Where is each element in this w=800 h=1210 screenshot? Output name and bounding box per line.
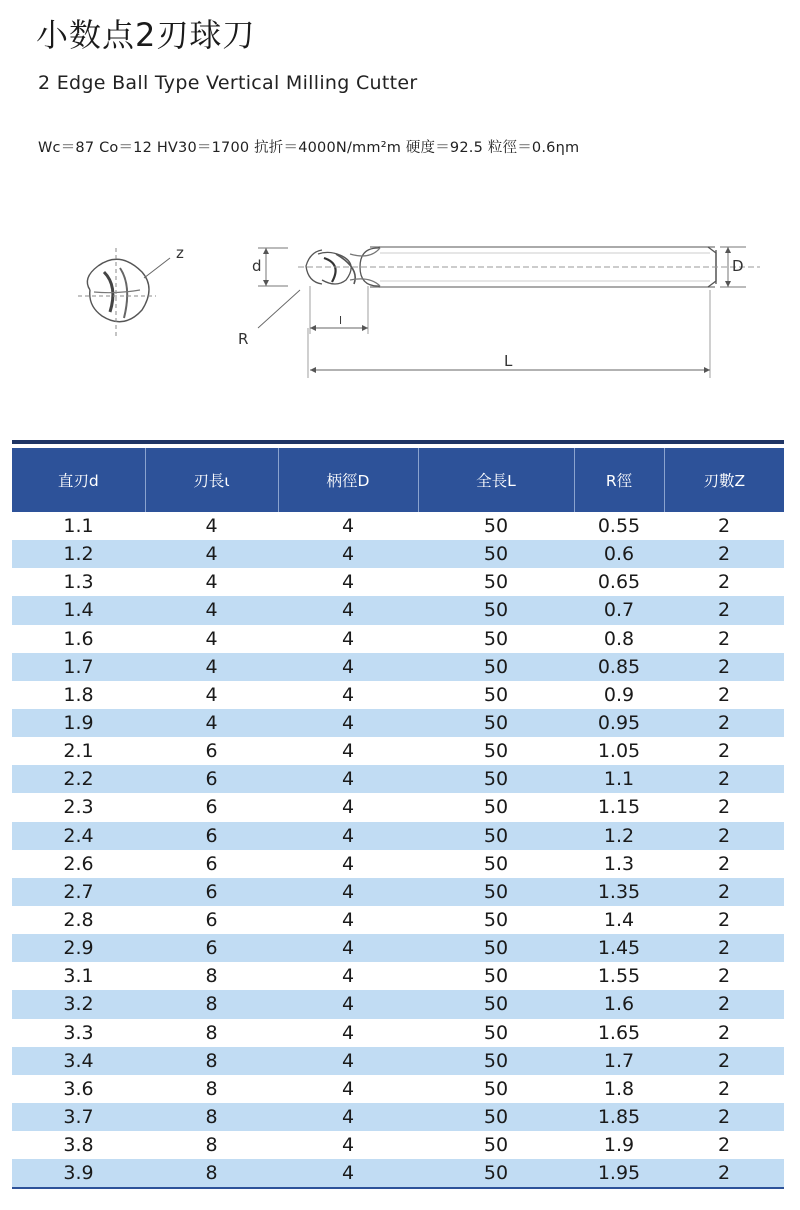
cell-flute-count: 2 <box>664 681 784 709</box>
cell-shank-diameter: 4 <box>278 625 418 653</box>
cell-flute-count: 2 <box>664 540 784 568</box>
cell-blade-diameter: 1.6 <box>12 625 145 653</box>
cell-r-radius: 1.35 <box>574 878 664 906</box>
cell-total-length: 50 <box>418 540 574 568</box>
cell-r-radius: 1.15 <box>574 793 664 821</box>
cell-flute-count: 2 <box>664 822 784 850</box>
label-d-small: d <box>252 257 262 275</box>
cell-blade-diameter: 2.8 <box>12 906 145 934</box>
cell-flute-count: 2 <box>664 1131 784 1159</box>
table-row <box>12 1047 784 1075</box>
cell-blade-length: 6 <box>145 934 278 962</box>
table-row <box>12 512 784 540</box>
cell-total-length: 50 <box>418 1047 574 1075</box>
table-row <box>12 962 784 990</box>
cell-r-radius: 1.9 <box>574 1131 664 1159</box>
cell-blade-length: 6 <box>145 737 278 765</box>
cell-blade-diameter: 3.3 <box>12 1019 145 1047</box>
cell-r-radius: 1.6 <box>574 990 664 1018</box>
cell-shank-diameter: 4 <box>278 653 418 681</box>
cell-shank-diameter: 4 <box>278 1131 418 1159</box>
cell-flute-count: 2 <box>664 1159 784 1187</box>
table-row <box>12 1075 784 1103</box>
cell-r-radius: 1.05 <box>574 737 664 765</box>
cell-blade-length: 6 <box>145 850 278 878</box>
cell-blade-length: 6 <box>145 793 278 821</box>
page-title: 小数点2刃球刀 <box>36 16 256 54</box>
cell-shank-diameter: 4 <box>278 934 418 962</box>
cell-blade-diameter: 1.7 <box>12 653 145 681</box>
cell-blade-diameter: 2.9 <box>12 934 145 962</box>
cell-blade-diameter: 1.3 <box>12 568 145 596</box>
cell-blade-diameter: 3.9 <box>12 1159 145 1187</box>
material-spec-line: Wc＝87 Co＝12 HV30＝1700 抗折＝4000N/mm²m 硬度＝92.5 粒徑＝0.6ηm <box>38 140 580 156</box>
cell-blade-diameter: 2.3 <box>12 793 145 821</box>
table-row <box>12 906 784 934</box>
table-row <box>12 737 784 765</box>
cell-total-length: 50 <box>418 793 574 821</box>
label-d-large: D <box>732 257 744 275</box>
cell-blade-length: 8 <box>145 962 278 990</box>
cell-r-radius: 1.65 <box>574 1019 664 1047</box>
cell-flute-count: 2 <box>664 765 784 793</box>
cell-total-length: 50 <box>418 709 574 737</box>
header-blade-length: 刃長ι <box>145 448 278 512</box>
cell-shank-diameter: 4 <box>278 681 418 709</box>
table-row <box>12 990 784 1018</box>
cell-flute-count: 2 <box>664 512 784 540</box>
cell-blade-length: 4 <box>145 596 278 624</box>
cell-total-length: 50 <box>418 512 574 540</box>
cell-shank-diameter: 4 <box>278 1047 418 1075</box>
cell-flute-count: 2 <box>664 1047 784 1075</box>
cell-blade-length: 4 <box>145 540 278 568</box>
cell-blade-length: 8 <box>145 1075 278 1103</box>
cell-shank-diameter: 4 <box>278 709 418 737</box>
cell-total-length: 50 <box>418 653 574 681</box>
table-row <box>12 653 784 681</box>
table-row <box>12 793 784 821</box>
cell-shank-diameter: 4 <box>278 1103 418 1131</box>
cell-r-radius: 0.9 <box>574 681 664 709</box>
cell-shank-diameter: 4 <box>278 850 418 878</box>
cell-blade-diameter: 3.4 <box>12 1047 145 1075</box>
table-row <box>12 934 784 962</box>
cell-blade-diameter: 3.1 <box>12 962 145 990</box>
table-row <box>12 1159 784 1187</box>
cell-r-radius: 1.1 <box>574 765 664 793</box>
cell-flute-count: 2 <box>664 850 784 878</box>
cell-total-length: 50 <box>418 850 574 878</box>
cell-total-length: 50 <box>418 906 574 934</box>
cell-total-length: 50 <box>418 765 574 793</box>
cell-shank-diameter: 4 <box>278 793 418 821</box>
cell-shank-diameter: 4 <box>278 596 418 624</box>
cell-blade-length: 6 <box>145 878 278 906</box>
table-row <box>12 625 784 653</box>
cell-r-radius: 0.95 <box>574 709 664 737</box>
cell-shank-diameter: 4 <box>278 512 418 540</box>
cell-flute-count: 2 <box>664 934 784 962</box>
cell-shank-diameter: 4 <box>278 1159 418 1187</box>
cell-total-length: 50 <box>418 878 574 906</box>
cell-shank-diameter: 4 <box>278 878 418 906</box>
cell-total-length: 50 <box>418 681 574 709</box>
cell-blade-diameter: 3.2 <box>12 990 145 1018</box>
end-view-icon <box>78 248 170 338</box>
cell-blade-length: 8 <box>145 1047 278 1075</box>
cell-r-radius: 0.6 <box>574 540 664 568</box>
table-row <box>12 540 784 568</box>
cell-total-length: 50 <box>418 625 574 653</box>
cell-blade-length: 4 <box>145 681 278 709</box>
header-r-radius: R徑 <box>574 448 664 512</box>
cell-total-length: 50 <box>418 596 574 624</box>
cell-flute-count: 2 <box>664 1075 784 1103</box>
cell-total-length: 50 <box>418 1019 574 1047</box>
cell-flute-count: 2 <box>664 878 784 906</box>
cell-r-radius: 0.65 <box>574 568 664 596</box>
header-flute-count: 刃數Z <box>664 448 784 512</box>
cell-flute-count: 2 <box>664 568 784 596</box>
cell-blade-diameter: 1.4 <box>12 596 145 624</box>
cell-blade-length: 4 <box>145 512 278 540</box>
cell-total-length: 50 <box>418 934 574 962</box>
table-row <box>12 1131 784 1159</box>
cell-blade-length: 4 <box>145 568 278 596</box>
cell-total-length: 50 <box>418 1131 574 1159</box>
cell-blade-length: 6 <box>145 822 278 850</box>
table-row <box>12 765 784 793</box>
table-top-rule <box>12 440 784 444</box>
cutter-drawing <box>60 220 780 390</box>
cell-shank-diameter: 4 <box>278 822 418 850</box>
cell-r-radius: 0.8 <box>574 625 664 653</box>
table-header-row <box>12 448 784 512</box>
cell-blade-diameter: 2.2 <box>12 765 145 793</box>
cell-r-radius: 1.3 <box>574 850 664 878</box>
table-body <box>12 512 784 1187</box>
cell-r-radius: 0.85 <box>574 653 664 681</box>
label-l-large: L <box>504 352 513 370</box>
cell-r-radius: 1.8 <box>574 1075 664 1103</box>
cell-shank-diameter: 4 <box>278 1019 418 1047</box>
table-bottom-rule <box>12 1187 784 1189</box>
cutter-diagram <box>60 220 780 390</box>
table-row <box>12 681 784 709</box>
cell-total-length: 50 <box>418 568 574 596</box>
cell-blade-length: 6 <box>145 906 278 934</box>
header-shank-diameter: 柄徑D <box>278 448 418 512</box>
cell-flute-count: 2 <box>664 737 784 765</box>
cell-blade-length: 8 <box>145 1131 278 1159</box>
table-row <box>12 878 784 906</box>
cell-shank-diameter: 4 <box>278 906 418 934</box>
cell-total-length: 50 <box>418 822 574 850</box>
cell-r-radius: 1.7 <box>574 1047 664 1075</box>
cell-total-length: 50 <box>418 1075 574 1103</box>
cell-shank-diameter: 4 <box>278 1075 418 1103</box>
label-l-small: l <box>339 314 343 327</box>
cell-total-length: 50 <box>418 962 574 990</box>
cell-blade-diameter: 3.8 <box>12 1131 145 1159</box>
table-row <box>12 850 784 878</box>
cell-blade-diameter: 3.6 <box>12 1075 145 1103</box>
cell-blade-diameter: 1.8 <box>12 681 145 709</box>
cell-flute-count: 2 <box>664 1103 784 1131</box>
cell-r-radius: 1.4 <box>574 906 664 934</box>
cell-shank-diameter: 4 <box>278 568 418 596</box>
table-row <box>12 596 784 624</box>
cell-flute-count: 2 <box>664 906 784 934</box>
label-z: z <box>176 244 184 262</box>
cell-total-length: 50 <box>418 990 574 1018</box>
cell-flute-count: 2 <box>664 709 784 737</box>
cell-flute-count: 2 <box>664 653 784 681</box>
cell-blade-diameter: 2.4 <box>12 822 145 850</box>
cell-blade-diameter: 2.6 <box>12 850 145 878</box>
cell-shank-diameter: 4 <box>278 962 418 990</box>
cell-r-radius: 1.45 <box>574 934 664 962</box>
cell-shank-diameter: 4 <box>278 737 418 765</box>
cell-flute-count: 2 <box>664 1019 784 1047</box>
cell-blade-length: 8 <box>145 1159 278 1187</box>
cell-blade-diameter: 2.7 <box>12 878 145 906</box>
cell-shank-diameter: 4 <box>278 765 418 793</box>
header-blade-diameter: 直刃d <box>12 448 145 512</box>
cell-blade-length: 6 <box>145 765 278 793</box>
cell-r-radius: 0.55 <box>574 512 664 540</box>
cell-blade-length: 8 <box>145 990 278 1018</box>
table-row <box>12 1019 784 1047</box>
cell-flute-count: 2 <box>664 962 784 990</box>
cell-flute-count: 2 <box>664 990 784 1018</box>
table-row <box>12 709 784 737</box>
table-row <box>12 1103 784 1131</box>
cell-r-radius: 1.2 <box>574 822 664 850</box>
cell-total-length: 50 <box>418 737 574 765</box>
cell-shank-diameter: 4 <box>278 540 418 568</box>
cell-flute-count: 2 <box>664 625 784 653</box>
cell-r-radius: 1.55 <box>574 962 664 990</box>
table-row <box>12 822 784 850</box>
cell-r-radius: 0.7 <box>574 596 664 624</box>
cell-r-radius: 1.95 <box>574 1159 664 1187</box>
cell-blade-length: 8 <box>145 1019 278 1047</box>
table-row <box>12 568 784 596</box>
cell-r-radius: 1.85 <box>574 1103 664 1131</box>
cell-blade-length: 4 <box>145 709 278 737</box>
header-total-length: 全長L <box>418 448 574 512</box>
cell-flute-count: 2 <box>664 793 784 821</box>
cell-blade-length: 4 <box>145 625 278 653</box>
spec-table <box>12 448 784 1187</box>
cell-blade-diameter: 1.2 <box>12 540 145 568</box>
cell-total-length: 50 <box>418 1103 574 1131</box>
label-r: R <box>238 330 249 348</box>
cell-blade-diameter: 2.1 <box>12 737 145 765</box>
cell-blade-length: 8 <box>145 1103 278 1131</box>
cell-blade-diameter: 1.1 <box>12 512 145 540</box>
cell-total-length: 50 <box>418 1159 574 1187</box>
cell-blade-length: 4 <box>145 653 278 681</box>
page-subtitle: 2 Edge Ball Type Vertical Milling Cutter <box>38 72 418 94</box>
cell-blade-diameter: 3.7 <box>12 1103 145 1131</box>
cell-shank-diameter: 4 <box>278 990 418 1018</box>
cell-flute-count: 2 <box>664 596 784 624</box>
cell-blade-diameter: 1.9 <box>12 709 145 737</box>
